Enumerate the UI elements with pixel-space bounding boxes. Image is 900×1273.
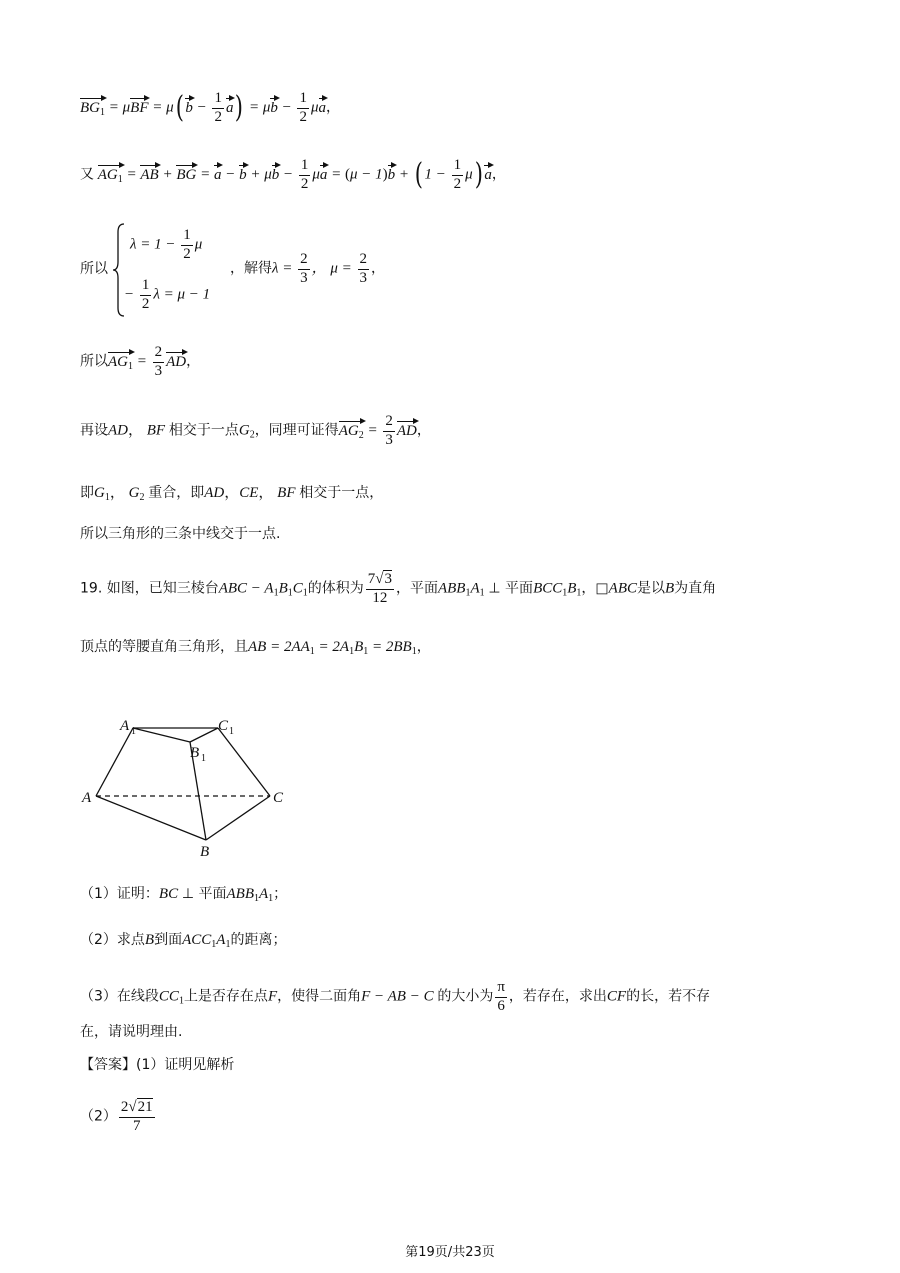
label-a: A bbox=[82, 790, 92, 806]
subquestion-2: （2）求点B到面$ACC_1A_1$的距离； bbox=[80, 932, 287, 950]
label-b: B bbox=[200, 844, 210, 860]
question-19-line1: 19. 如图，已知三棱台ABC − $A_1B_1C_1$的体积为 $\frac{7√3}{12}$ ，平面$ABB_1A_1$ ⊥ 平面$BCC_1B_1$，□ABC是以B为直角 bbox=[80, 571, 717, 606]
answer-2: （2） $\frac{2√21}{7}$ bbox=[80, 1099, 153, 1134]
page-footer: 第19页/共23页 bbox=[405, 1245, 495, 1260]
label-c: C bbox=[273, 790, 284, 806]
equation-ag2: 再设AD， BF 相交于一点$G_2$，同理可证得$AG_2$ = $\frac{2}{3}$ AD， bbox=[80, 413, 431, 448]
label-b1: B bbox=[190, 745, 200, 761]
answer-1: 【答案】(1）证明见解析 bbox=[80, 1057, 235, 1073]
question-19-line2: 顶点的等腰直角三角形，且AB = $2AA_1 = 2A_1B_1 = 2BB_1$， bbox=[80, 639, 431, 657]
label-a1: A bbox=[120, 718, 130, 734]
equation-ag1: 又 $AG_1$ = AB + BG = a − b + μb − $\frac{1}{2}$ μa = (μ − 1)b + ( 1 − $\frac{1}{2}$ μ) a， bbox=[80, 157, 506, 193]
equation-bg1: $BG_1 = \mu BF = \mu$( b − $\frac{1}{2}$ a) = μb − $\frac{1}{2}$ μa， bbox=[80, 90, 341, 126]
equation-ag1-ad: 所以$AG_1$ = $\frac{2}{3}$ AD， bbox=[80, 344, 201, 379]
svg-text:1: 1 bbox=[229, 726, 234, 737]
text-coincide: 即$G_1$， $G_2$ 重合，即AD，CE， BF 相交于一点， bbox=[80, 485, 384, 503]
subquestion-3: （3）在线段$CC_1$上是否存在点F，使得二面角F − AB − C 的大小为 $\frac{\pi}{6}$ ，若存在，求出CF的长，若不存 bbox=[80, 979, 711, 1014]
svg-text:1: 1 bbox=[131, 726, 136, 737]
frustum-figure bbox=[78, 712, 298, 862]
subquestion-1: （1）证明：BC ⊥ 平面$ABB_1A_1$； bbox=[80, 886, 288, 904]
svg-text:1: 1 bbox=[201, 753, 206, 764]
label-c1: C bbox=[218, 718, 229, 734]
text-conclusion: 所以三角形的三条中线交于一点. bbox=[80, 526, 281, 542]
subquestion-3-line2: 在，请说明理由. bbox=[80, 1024, 183, 1040]
